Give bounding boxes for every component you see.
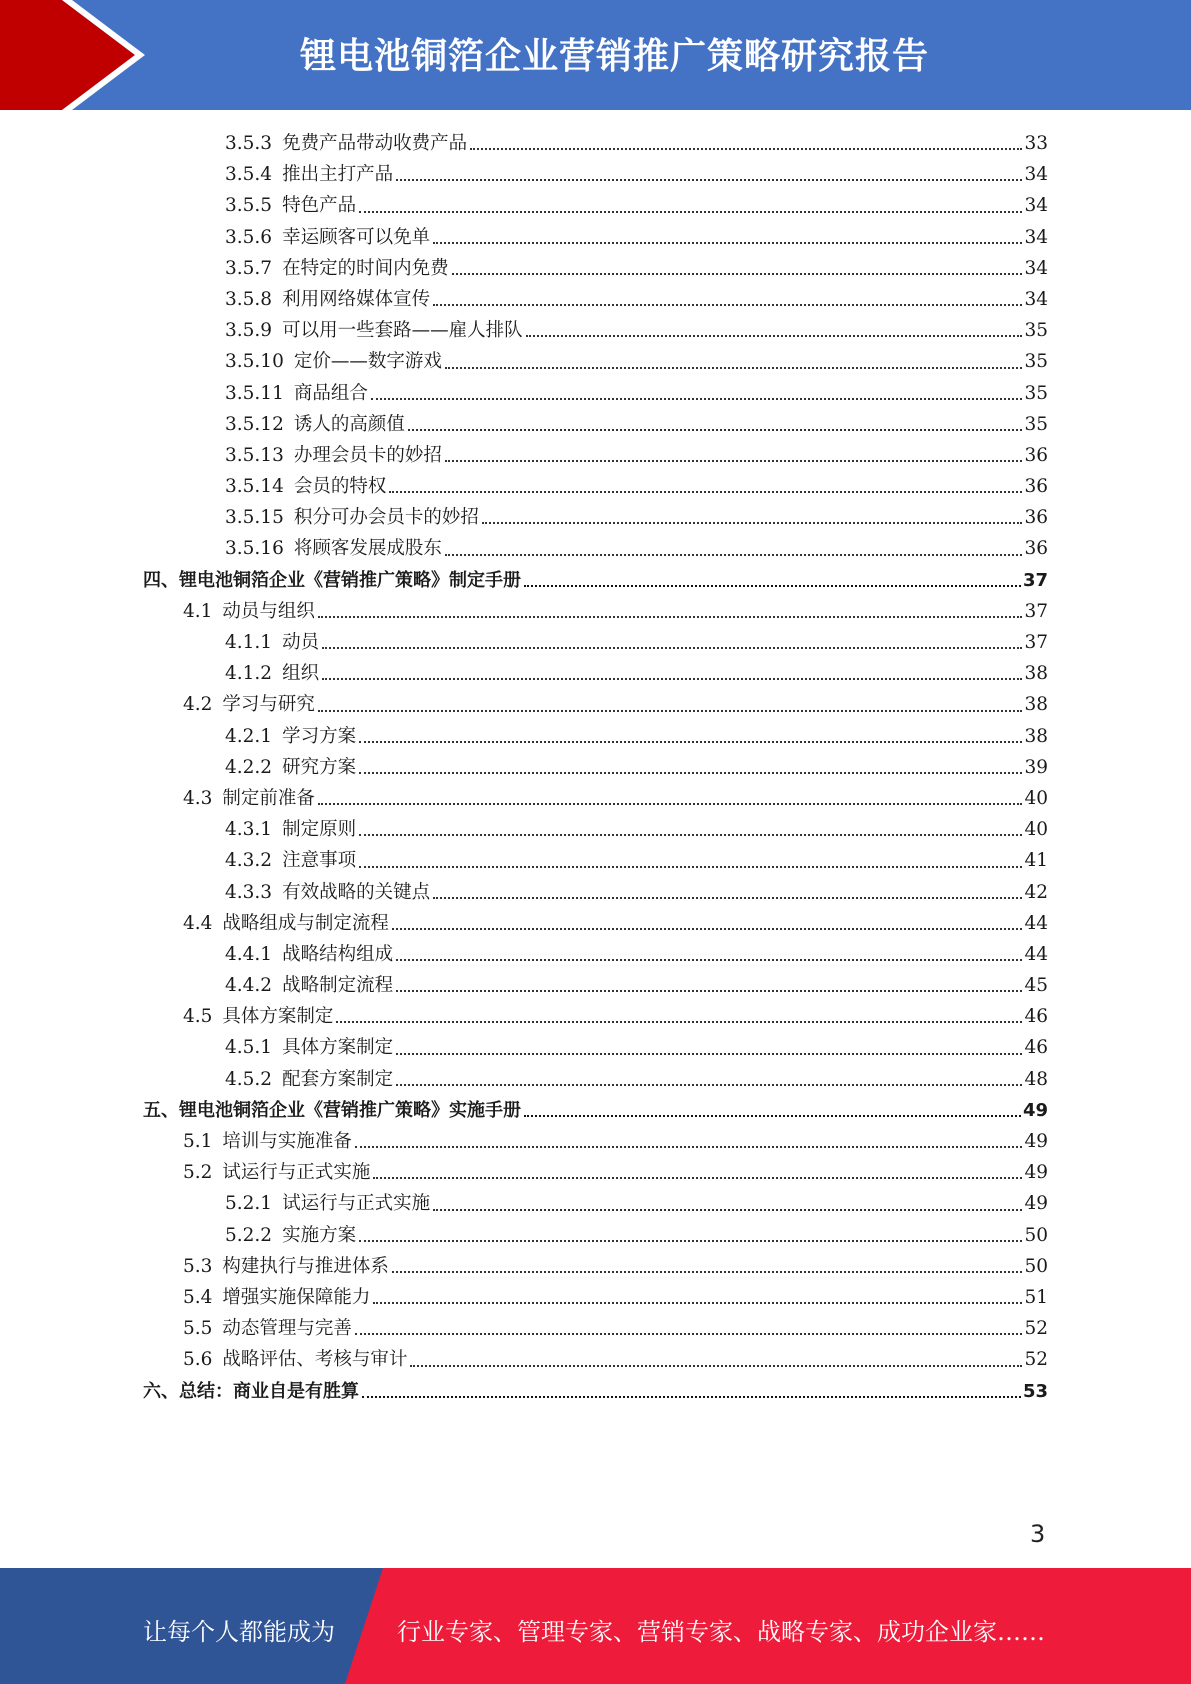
- toc-entry-page: 45: [1024, 975, 1048, 997]
- toc-dot-leader: [355, 1332, 1023, 1335]
- toc-dot-leader: [524, 584, 1021, 587]
- toc-entry-label: 动态管理与完善: [222, 1318, 352, 1340]
- toc-dot-leader: [408, 428, 1023, 431]
- toc-dot-leader: [359, 1239, 1022, 1242]
- toc-entry[interactable]: [143, 1282, 1048, 1313]
- toc-entry[interactable]: [143, 1251, 1048, 1282]
- toc-entry[interactable]: [143, 502, 1048, 533]
- toc-entry[interactable]: [143, 159, 1048, 190]
- toc-dot-leader: [336, 1020, 1022, 1023]
- toc-dot-leader: [373, 1176, 1022, 1179]
- toc-entry-page: 51: [1024, 1286, 1048, 1308]
- toc-dot-leader: [318, 802, 1023, 805]
- toc-entry[interactable]: [143, 658, 1048, 689]
- toc-entry[interactable]: [143, 565, 1048, 596]
- toc-entry-label: 具体方案制定: [282, 1037, 394, 1059]
- toc-entry-number: 4.1: [183, 600, 213, 622]
- toc-entry[interactable]: [143, 1220, 1048, 1251]
- toc-entry-label: 试运行与正式实施: [222, 1162, 371, 1184]
- toc-entry-page: 35: [1024, 351, 1048, 373]
- toc-entry-label: 培训与实施准备: [222, 1131, 352, 1152]
- toc-entry-label: 配套方案制定: [282, 1068, 394, 1090]
- toc-entry[interactable]: [143, 627, 1048, 658]
- toc-entry-label: 实施方案: [282, 1224, 357, 1246]
- toc-entry-page: 48: [1024, 1068, 1048, 1090]
- toc-entry-page: 35: [1024, 320, 1048, 342]
- toc-entry-label: 定价——数字游戏: [293, 351, 442, 373]
- toc-entry-page: 44: [1024, 943, 1048, 965]
- toc-entry-number: 3.5.8: [225, 288, 273, 310]
- toc-entry[interactable]: [143, 346, 1048, 377]
- toc-entry-page: 34: [1024, 257, 1048, 279]
- toc-entry-page: 38: [1024, 694, 1048, 716]
- toc-entry-number: 3.5.12: [225, 413, 284, 435]
- toc-entry-page: 53: [1022, 1380, 1048, 1402]
- toc-entry-number: 4.3.2: [225, 850, 273, 872]
- toc-entry-number: 4.4.1: [225, 943, 273, 965]
- toc-entry-number: 3.5.10: [225, 351, 284, 373]
- toc-entry-label: 具体方案制定: [222, 1006, 334, 1028]
- toc-entry-label: 可以用一些套路——雇人排队: [282, 320, 523, 342]
- toc-entry-page: 38: [1024, 663, 1048, 685]
- toc-entry-number: 5.4: [183, 1286, 213, 1308]
- toc-entry[interactable]: [143, 1188, 1048, 1219]
- toc-entry-number: 3.5.11: [225, 382, 284, 404]
- toc-entry-label: 战略组成与制定流程: [222, 912, 389, 934]
- toc-dot-leader: [355, 1145, 1023, 1148]
- toc-entry-number: 5.6: [183, 1349, 213, 1371]
- toc-entry[interactable]: [143, 1344, 1048, 1375]
- toc-entry-label: 学习与研究: [222, 694, 315, 716]
- toc-entry[interactable]: [143, 1032, 1048, 1063]
- toc-entry-page: 49: [1024, 1193, 1048, 1215]
- toc-entry-page: 37: [1024, 632, 1048, 653]
- toc-entry-label: 幸运顾客可以免单: [282, 226, 431, 248]
- toc-dot-leader: [433, 896, 1022, 899]
- toc-entry-number: 4.3.3: [225, 881, 273, 903]
- toc-entry[interactable]: [143, 752, 1048, 783]
- toc-entry-number: 3.5.5: [225, 195, 273, 217]
- toc-entry-page: 42: [1024, 881, 1048, 903]
- toc-dot-leader: [452, 272, 1023, 275]
- toc-entry-number: 3.5.6: [225, 226, 273, 248]
- toc-entry[interactable]: [143, 284, 1048, 315]
- page-number: 3: [1030, 1520, 1046, 1548]
- toc-entry-label: 注意事项: [282, 850, 357, 872]
- toc-dot-leader: [373, 1301, 1022, 1304]
- toc-entry-number: 3.5.3: [225, 133, 273, 154]
- toc-entry-number: 5.5: [183, 1318, 213, 1340]
- toc-dot-leader: [433, 303, 1022, 306]
- toc-entry[interactable]: [143, 315, 1048, 346]
- toc-entry-label: 战略结构组成: [282, 943, 394, 965]
- toc-entry[interactable]: [143, 596, 1048, 627]
- toc-entry-label: 研究方案: [282, 756, 357, 778]
- toc-dot-leader: [359, 740, 1022, 743]
- toc-entry-number: 5.2: [183, 1162, 213, 1184]
- toc-dot-leader: [396, 1083, 1022, 1086]
- toc-entry[interactable]: [143, 939, 1048, 970]
- toc-entry-number: 4.3.1: [225, 819, 273, 841]
- toc-entry-page: 41: [1024, 850, 1048, 872]
- toc-entry-page: 49: [1024, 1162, 1048, 1184]
- toc-entry-label: 诱人的高颜值: [293, 413, 405, 435]
- toc-entry-page: 46: [1024, 1006, 1048, 1028]
- toc-entry-page: 50: [1024, 1255, 1048, 1277]
- toc-dot-leader: [410, 1364, 1022, 1367]
- toc-entry-label: 免费产品带动收费产品: [282, 133, 468, 154]
- toc-entry-number: 4.2: [183, 694, 213, 716]
- toc-entry-number: 4.2.1: [225, 725, 273, 747]
- toc-entry-page: 35: [1024, 382, 1048, 404]
- toc-entry-page: 33: [1024, 133, 1048, 154]
- toc-entry[interactable]: [143, 409, 1048, 440]
- toc-entry[interactable]: [143, 471, 1048, 502]
- toc-dot-leader: [322, 646, 1022, 649]
- toc-entry-number: 4.4.2: [225, 975, 273, 997]
- toc-dot-leader: [389, 490, 1022, 493]
- toc-dot-leader: [359, 833, 1022, 836]
- toc-entry-number: 3.5.15: [225, 507, 284, 529]
- toc-dot-leader: [318, 709, 1023, 712]
- toc-entry-page: 52: [1024, 1349, 1048, 1371]
- toc-entry-number: 5.2.1: [225, 1193, 273, 1215]
- footer-slogan-left: 让每个人都能成为: [143, 1618, 335, 1646]
- toc-dot-leader: [445, 553, 1023, 556]
- toc-entry-label: 增强实施保障能力: [222, 1286, 371, 1308]
- toc-dot-leader: [445, 459, 1023, 462]
- report-title: 锂电池铜箔企业营销推广策略研究报告: [300, 36, 930, 77]
- toc-entry-label: 组织: [282, 663, 320, 685]
- toc-dot-leader: [392, 1270, 1023, 1273]
- toc-entry-page: 34: [1024, 288, 1048, 310]
- toc-entry-number: 4.5: [183, 1006, 213, 1028]
- toc-entry-page: 44: [1024, 912, 1048, 934]
- toc-entry[interactable]: [143, 783, 1048, 814]
- toc-entry[interactable]: [143, 440, 1048, 471]
- toc-entry-number: 3.5.16: [225, 538, 284, 560]
- toc-entry-label: 推出主打产品: [282, 164, 394, 186]
- toc-entry-page: 39: [1024, 756, 1048, 778]
- toc-entry-number: 3.5.14: [225, 476, 284, 498]
- toc-entry-label: 六、总结：商业自是有胜算: [143, 1380, 359, 1402]
- toc-entry-label: 战略评估、考核与审计: [222, 1349, 408, 1371]
- toc-entry-label: 战略制定流程: [282, 975, 394, 997]
- toc-entry-page: 36: [1024, 507, 1048, 529]
- toc-entry-page: 52: [1024, 1318, 1048, 1340]
- toc-entry[interactable]: [143, 877, 1048, 908]
- toc-entry-page: 46: [1024, 1037, 1048, 1059]
- toc-dot-leader: [396, 1052, 1022, 1055]
- toc-entry-page: 50: [1024, 1224, 1048, 1246]
- toc-entry-label: 将顾客发展成股东: [293, 538, 442, 560]
- toc-entry-page: 36: [1024, 476, 1048, 498]
- toc-entry-page: 36: [1024, 538, 1048, 560]
- toc-entry-label: 有效战略的关键点: [282, 881, 431, 903]
- table-of-contents: [143, 128, 1048, 1407]
- toc-dot-leader: [359, 771, 1022, 774]
- toc-dot-leader: [322, 677, 1022, 680]
- toc-dot-leader: [524, 1114, 1021, 1117]
- toc-entry-label: 五、锂电池铜箔企业《营销推广策略》实施手册: [143, 1099, 521, 1121]
- toc-entry-page: 37: [1022, 569, 1048, 591]
- toc-entry[interactable]: [143, 1095, 1048, 1126]
- toc-entry[interactable]: [143, 190, 1048, 221]
- toc-entry-page: 49: [1024, 1131, 1048, 1152]
- toc-entry[interactable]: [143, 1126, 1048, 1157]
- toc-entry-label: 制定前准备: [222, 787, 315, 809]
- toc-entry-label: 动员: [282, 632, 320, 653]
- toc-dot-leader: [433, 241, 1022, 244]
- toc-dot-leader: [362, 1395, 1021, 1398]
- toc-entry[interactable]: [143, 378, 1048, 409]
- toc-entry-label: 会员的特权: [293, 476, 387, 498]
- toc-entry-page: 49: [1022, 1099, 1048, 1121]
- toc-entry-label: 制定原则: [282, 819, 357, 841]
- toc-entry-number: 3.5.4: [225, 164, 273, 186]
- toc-entry[interactable]: [143, 533, 1048, 564]
- toc-entry[interactable]: [143, 1313, 1048, 1344]
- toc-entry-number: 3.5.9: [225, 320, 273, 342]
- toc-entry[interactable]: [143, 1001, 1048, 1032]
- toc-entry-number: 4.2.2: [225, 756, 273, 778]
- toc-dot-leader: [318, 615, 1023, 618]
- toc-dot-leader: [396, 958, 1022, 961]
- toc-entry-number: 5.1: [183, 1131, 213, 1152]
- toc-dot-leader: [359, 865, 1022, 868]
- toc-entry-page: 40: [1024, 819, 1048, 841]
- toc-entry-label: 动员与组织: [222, 600, 315, 622]
- toc-dot-leader: [359, 210, 1022, 213]
- toc-entry-number: 4.4: [183, 912, 213, 934]
- toc-entry-page: 37: [1024, 600, 1048, 622]
- toc-entry-page: 34: [1024, 226, 1048, 248]
- footer-slogan-right: 行业专家、管理专家、营销专家、战略专家、成功企业家……: [397, 1618, 1045, 1646]
- toc-entry-label: 在特定的时间内免费: [282, 257, 449, 279]
- toc-entry-label: 特色产品: [282, 195, 357, 217]
- footer-banner: [0, 1568, 1191, 1684]
- toc-entry-page: 38: [1024, 725, 1048, 747]
- toc-entry-label: 办理会员卡的妙招: [293, 444, 442, 466]
- toc-entry-label: 利用网络媒体宣传: [282, 288, 431, 310]
- toc-entry[interactable]: [143, 689, 1048, 720]
- toc-entry-label: 试运行与正式实施: [282, 1193, 431, 1215]
- toc-entry[interactable]: [143, 721, 1048, 752]
- toc-entry-number: 4.5.1: [225, 1037, 273, 1059]
- toc-entry[interactable]: [143, 128, 1048, 159]
- toc-entry-label: 构建执行与推进体系: [222, 1255, 389, 1277]
- toc-dot-leader: [396, 178, 1022, 181]
- toc-entry-number: 4.3: [183, 787, 213, 809]
- toc-entry[interactable]: [143, 908, 1048, 939]
- toc-entry[interactable]: [143, 253, 1048, 284]
- toc-entry[interactable]: [143, 814, 1048, 845]
- toc-entry-page: 36: [1024, 444, 1048, 466]
- toc-dot-leader: [371, 397, 1023, 400]
- toc-entry-page: 40: [1024, 787, 1048, 809]
- toc-dot-leader: [526, 334, 1023, 337]
- toc-entry[interactable]: [143, 1064, 1048, 1095]
- header-banner: [0, 0, 1191, 110]
- toc-entry-label: 四、锂电池铜箔企业《营销推广策略》制定手册: [143, 569, 521, 591]
- toc-entry-number: 4.1.2: [225, 663, 273, 685]
- toc-dot-leader: [396, 989, 1022, 992]
- toc-entry[interactable]: [143, 845, 1048, 876]
- toc-entry-number: 5.3: [183, 1255, 213, 1277]
- toc-entry[interactable]: [143, 970, 1048, 1001]
- toc-entry-page: 35: [1024, 413, 1048, 435]
- toc-entry-page: 34: [1024, 195, 1048, 217]
- toc-entry-label: 商品组合: [293, 382, 368, 404]
- toc-entry-number: 4.5.2: [225, 1068, 273, 1090]
- toc-entry-label: 学习方案: [282, 725, 357, 747]
- toc-entry-label: 积分可办会员卡的妙招: [293, 507, 479, 529]
- toc-dot-leader: [470, 147, 1022, 150]
- toc-entry-number: 5.2.2: [225, 1224, 273, 1246]
- toc-entry[interactable]: [143, 222, 1048, 253]
- toc-entry-number: 3.5.7: [225, 257, 273, 279]
- toc-dot-leader: [445, 366, 1023, 369]
- toc-entry[interactable]: [143, 1157, 1048, 1188]
- toc-entry-number: 3.5.13: [225, 444, 284, 466]
- toc-entry-number: 4.1.1: [225, 632, 273, 653]
- header-arrow-decoration: [0, 0, 160, 110]
- toc-entry[interactable]: [143, 1376, 1048, 1407]
- toc-entry-page: 34: [1024, 164, 1048, 186]
- toc-dot-leader: [482, 521, 1023, 524]
- toc-dot-leader: [433, 1208, 1022, 1211]
- toc-dot-leader: [392, 927, 1023, 930]
